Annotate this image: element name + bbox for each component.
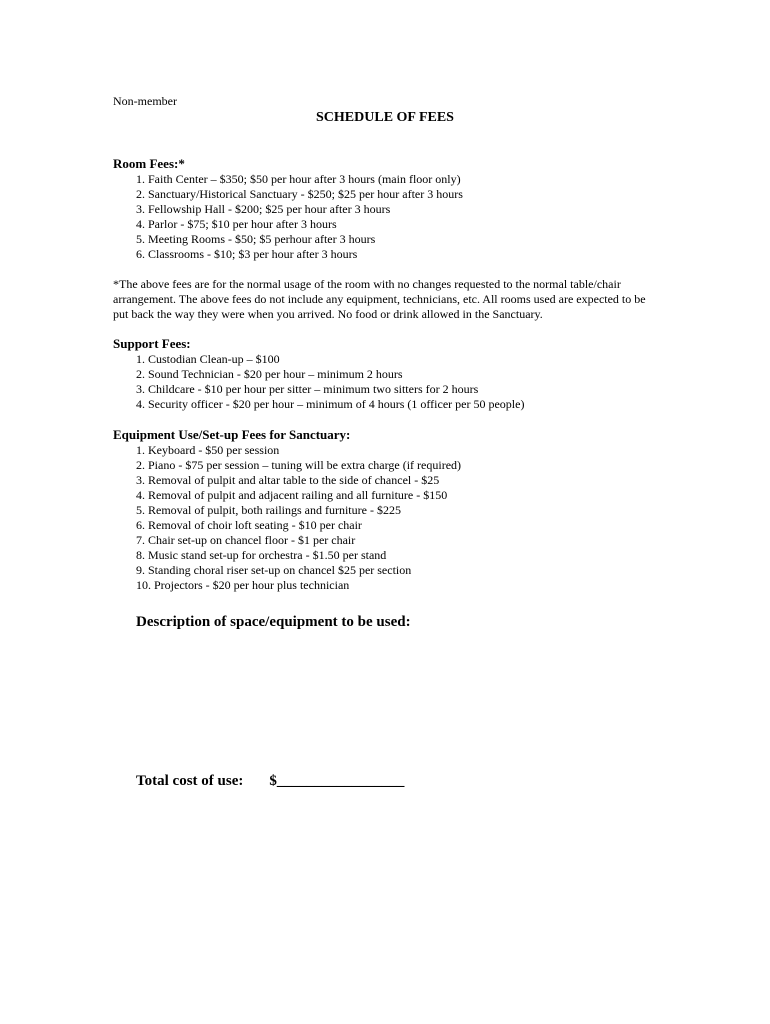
list-item: 3. Childcare - $10 per hour per sitter – minimum two sitters for 2 hours xyxy=(136,382,479,396)
total-cost-blank: $_________________ xyxy=(269,773,405,789)
list-item: 5. Removal of pulpit, both railings and furniture - $225 xyxy=(136,503,401,517)
list-item: 3. Fellowship Hall - $200; $25 per hour after 3 hours xyxy=(136,202,391,216)
equipment-fees-list xyxy=(136,443,461,593)
list-item: 4. Parlor - $75; $10 per hour after 3 hours xyxy=(136,217,337,231)
list-item: 2. Piano - $75 per session – tuning will be extra charge (if required) xyxy=(136,458,462,472)
list-item: 2. Sound Technician - $20 per hour – minimum 2 hours xyxy=(136,367,403,381)
equipment-fees-heading: Equipment Use/Set-up Fees for Sanctuary: xyxy=(113,427,351,442)
page-title: SCHEDULE OF FEES xyxy=(316,110,454,125)
room-fees-list xyxy=(136,172,463,262)
list-item: 1. Custodian Clean-up – $100 xyxy=(136,352,280,366)
list-item: 6. Classrooms - $10; $3 per hour after 3 hours xyxy=(136,247,358,261)
list-item: 10. Projectors - $20 per hour plus technician xyxy=(136,578,350,592)
list-item: 2. Sanctuary/Historical Sanctuary - $250; $25 per hour after 3 hours xyxy=(136,187,463,201)
list-item: 3. Removal of pulpit and altar table to the side of chancel - $25 xyxy=(136,473,440,487)
list-item: 4. Security officer - $20 per hour – minimum of 4 hours (1 officer per 50 people) xyxy=(136,397,525,411)
list-item: 1. Keyboard - $50 per session xyxy=(136,443,280,457)
list-item: 9. Standing choral riser set-up on chancel $25 per section xyxy=(136,563,412,577)
room-fees-note: *The above fees are for the normal usage of the room with no changes requested to the normal table/chair arrangement. The above fees do not include any equipment, technicians, etc. All rooms used are expected to be put back the way they were when you arrived. No food or drink allowed in the Sanctuary. xyxy=(113,277,646,321)
support-fees-heading: Support Fees: xyxy=(113,336,191,351)
list-item: 5. Meeting Rooms - $50; $5 perhour after 3 hours xyxy=(136,232,376,246)
list-item: 7. Chair set-up on chancel floor - $1 per chair xyxy=(136,533,356,547)
room-fees-heading: Room Fees:* xyxy=(113,156,185,171)
description-label: Description of space/equipment to be used: xyxy=(136,614,411,630)
list-item: 4. Removal of pulpit and adjacent railing and all furniture - $150 xyxy=(136,488,448,502)
total-cost-label: Total cost of use: xyxy=(136,773,244,789)
support-fees-list xyxy=(136,352,524,412)
membership-label: Non-member xyxy=(113,94,177,108)
list-item: 6. Removal of choir loft seating - $10 per chair xyxy=(136,518,362,532)
list-item: 8. Music stand set-up for orchestra - $1.50 per stand xyxy=(136,548,387,562)
list-item: 1. Faith Center – $350; $50 per hour after 3 hours (main floor only) xyxy=(136,172,461,186)
total-cost-row xyxy=(136,772,404,790)
